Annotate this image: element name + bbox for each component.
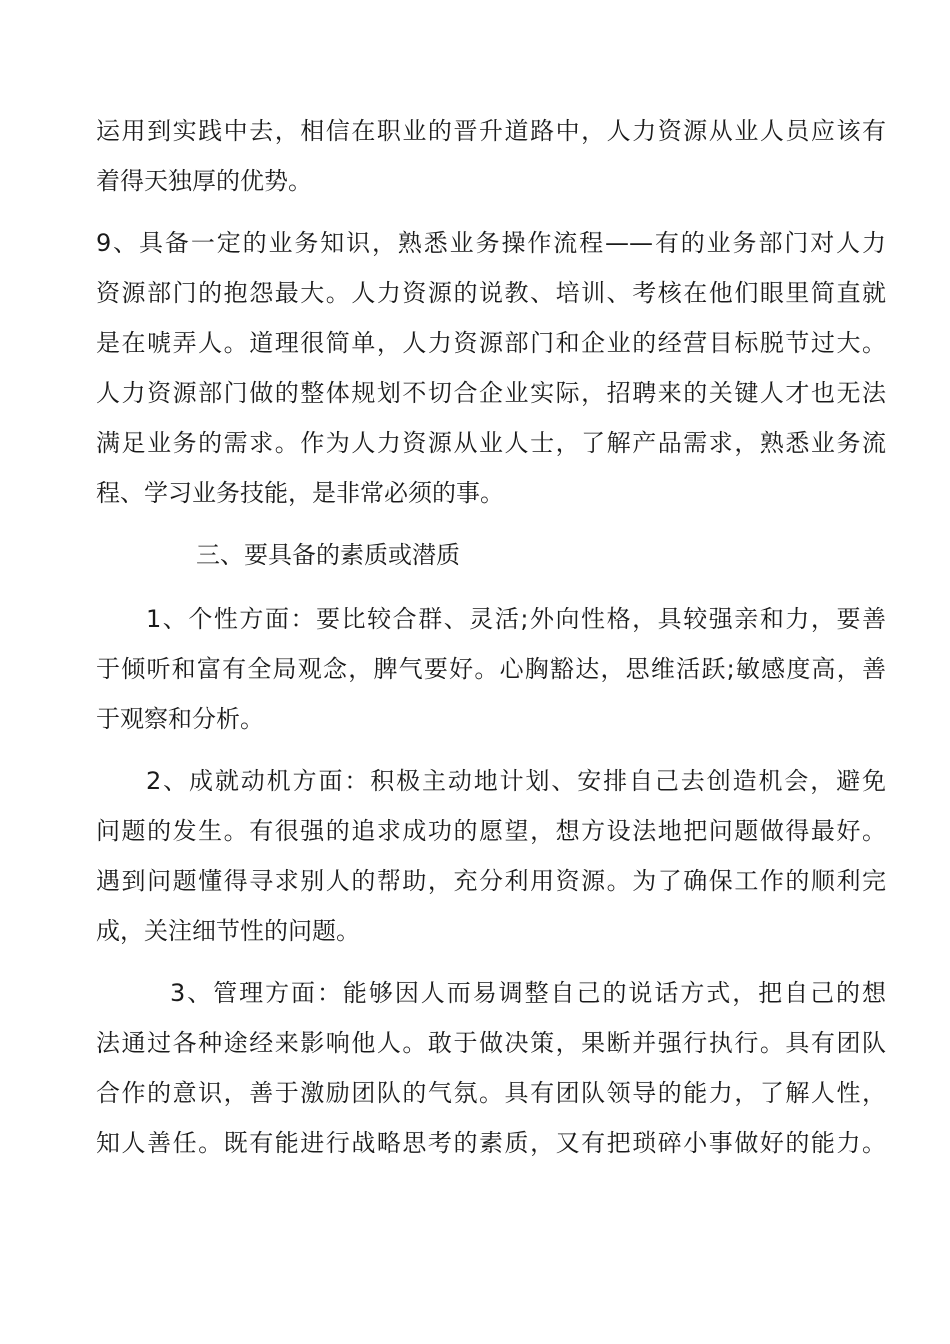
paragraph-line: 遇到问题懂得寻求别人的帮助，充分利用资源。为了确保工作的顺利完 bbox=[96, 867, 886, 895]
paragraph-line: 于倾听和富有全局观念，脾气要好。心胸豁达，思维活跃;敏感度高，善 bbox=[96, 655, 886, 683]
paragraph-line: 人力资源部门做的整体规划不切合企业实际，招聘来的关键人才也无法 bbox=[96, 379, 886, 407]
paragraph-line: 法通过各种途经来影响他人。敢于做决策，果断并强行执行。具有团队 bbox=[96, 1029, 886, 1057]
paragraph-line: 着得天独厚的优势。 bbox=[96, 167, 312, 195]
section-heading: 三、要具备的素质或潜质 bbox=[196, 541, 460, 569]
paragraph-line: 知人善任。既有能进行战略思考的素质，又有把琐碎小事做好的能力。 bbox=[96, 1129, 886, 1157]
paragraph-line: 1、个性方面：要比较合群、灵活;外向性格，具较强亲和力，要善 bbox=[146, 605, 886, 633]
paragraph-line: 2、成就动机方面：积极主动地计划、安排自己去创造机会，避免 bbox=[146, 767, 886, 795]
paragraph-line: 9、具备一定的业务知识，熟悉业务操作流程——有的业务部门对人力 bbox=[96, 229, 886, 257]
paragraph-line: 是在唬弄人。道理很简单，人力资源部门和企业的经营目标脱节过大。 bbox=[96, 329, 886, 357]
paragraph-line: 问题的发生。有很强的追求成功的愿望，想方设法地把问题做得最好。 bbox=[96, 817, 886, 845]
paragraph-line: 3、管理方面：能够因人而易调整自己的说话方式，把自己的想 bbox=[170, 979, 886, 1007]
paragraph-line: 资源部门的抱怨最大。人力资源的说教、培训、考核在他们眼里简直就 bbox=[96, 279, 886, 307]
paragraph-line: 于观察和分析。 bbox=[96, 705, 264, 733]
paragraph-line: 成，关注细节性的问题。 bbox=[96, 917, 360, 945]
paragraph-line: 合作的意识，善于激励团队的气氛。具有团队领导的能力，了解人性， bbox=[96, 1079, 886, 1107]
paragraph-line: 运用到实践中去，相信在职业的晋升道路中，人力资源从业人员应该有 bbox=[96, 117, 886, 145]
paragraph-line: 满足业务的需求。作为人力资源从业人士，了解产品需求，熟悉业务流 bbox=[96, 429, 886, 457]
paragraph-line: 程、学习业务技能，是非常必须的事。 bbox=[96, 479, 504, 507]
